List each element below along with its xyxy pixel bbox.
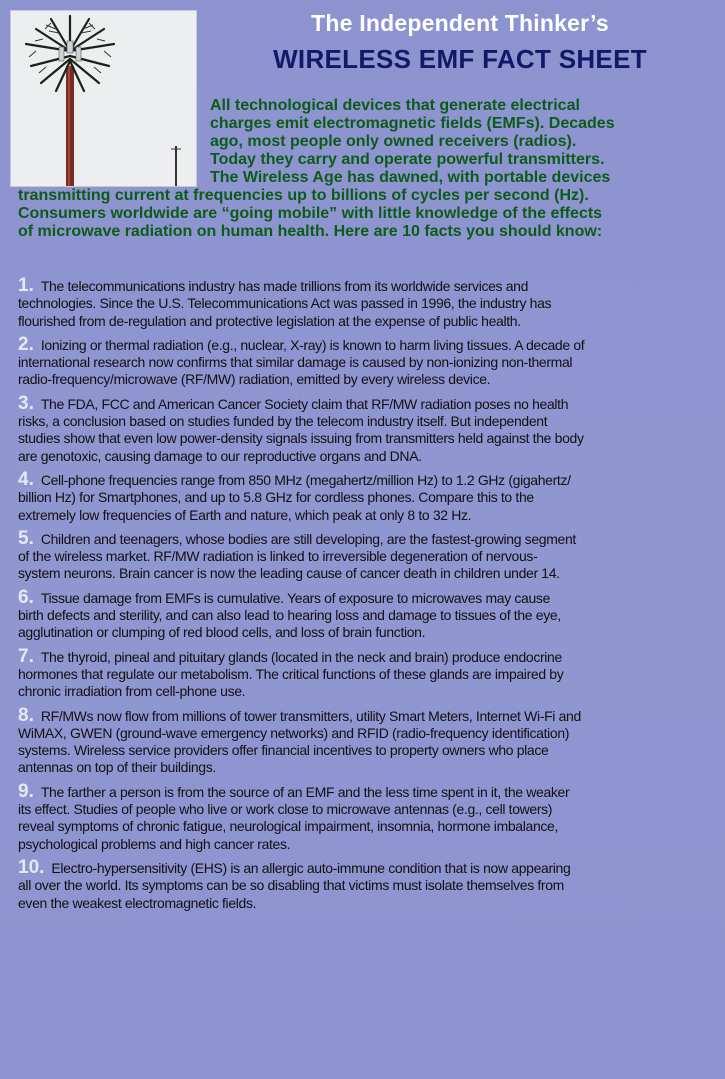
fact-text: Children and teenagers, whose bodies are still developing, are the fastest-growing segment of the wireless market. RF/MW radiation is linked to irreversible degeneration of nervous- system neurons. Brain cancer is now the leading cause of cancer death in children under 14. — [18, 530, 576, 582]
fact-item — [18, 704, 710, 777]
facts-list — [18, 277, 710, 912]
fact-item — [18, 277, 710, 330]
fact-text: The telecommunications industry has made trillions from its worldwide services and technologies. Since the U.S. Telecommunications Act was passed in 1996, the industry has flourished from de-regulation and protective legislation at the expense of public health. — [18, 278, 552, 329]
fact-item — [18, 468, 710, 524]
fact-number: 5. — [18, 527, 34, 549]
fact-text: Tissue damage from EMFs is cumulative. Years of exposure to microwaves may cause birth defects and sterility, and can also lead to hearing loss and damage to tissues of the eye, agglutination or clumping of red blood cells, and loss of brain function. — [18, 589, 561, 641]
fact-text: Ionizing or thermal radiation (e.g., nuclear, X-ray) is known to harm living tissues. A decade of international research now confirms that similar damage is caused by non-ionizing non-thermal radio-frequency/microwave (RF/MW) radiation, emitted by every wireless device. — [18, 336, 585, 388]
fact-item — [18, 527, 710, 583]
fact-item — [18, 333, 710, 389]
page-title: WIRELESS EMF FACT SHEET — [273, 44, 647, 74]
cell-tower-photo — [10, 10, 197, 187]
intro-paragraph-bottom: transmitting current at frequencies up to billions of cycles per second (Hz). Consumers worldwide are “going mobile” with little knowledge of the effects of microwave radiation on human health. Here are 10 facts you should know: — [18, 187, 603, 240]
palm-tree-cell-tower-image — [11, 11, 196, 186]
fact-text: Electro-hypersensitivity (EHS) is an allergic auto-immune condition that is now appearing all over the world. Its symptoms can be so disabling that victims must isolate themselves from even the weakest electromagnetic fields. — [18, 859, 571, 911]
fact-number: 3. — [18, 392, 34, 414]
fact-number: 4. — [18, 468, 34, 490]
fact-text: The thyroid, pineal and pituitary glands (located in the neck and brain) produce endocrine hormones that regulate our metabolism. The critical functions of these glands are impaired by chronic irradiation from cell-phone use. — [18, 648, 564, 700]
fact-item — [18, 645, 710, 701]
fact-number: 1. — [18, 275, 34, 296]
fact-number: 10. — [18, 856, 45, 878]
fact-item — [18, 780, 710, 853]
fact-text: RF/MWs now flow from millions of tower transmitters, utility Smart Meters, Internet Wi-Fi and WiMAX, GWEN (ground-wave emergency networks) and RFID (radio-frequency identification) systems. Wireless service providers offer financial incentives to property owners who place antennas on top of their buildings. — [18, 707, 581, 776]
fact-item — [18, 586, 710, 642]
fact-number: 2. — [18, 333, 34, 355]
fact-number: 7. — [18, 645, 34, 667]
fact-item — [18, 856, 710, 912]
fact-item — [18, 392, 710, 465]
fact-number: 8. — [18, 704, 34, 726]
fact-number: 6. — [18, 586, 34, 608]
fact-text: The FDA, FCC and American Cancer Society claim that RF/MW radiation poses no health risks, a conclusion based on studies funded by the telecom industry itself. But independent studies show that even low power-density signals issuing from transmitters held against the body are genotoxic, causing damage to our reproductive organs and DNA. — [18, 395, 584, 464]
fact-text: The farther a person is from the source of an EMF and the less time spent in it, the weaker its effect. Studies of people who live or work close to microwave antennas (e.g., cell towers) reveal symptoms of chronic fatigue, neurological impairment, insomnia, hormone imbalance, psychological problems and high cancer rates. — [18, 783, 570, 852]
fact-number: 9. — [18, 780, 34, 802]
fact-text: Cell-phone frequencies range from 850 MHz (megahertz/million Hz) to 1.2 GHz (gigahertz/ billion Hz) for Smartphones, and up to 5.8 GHz for cordless phones. Compare this to the extremely low frequencies of Earth and nature, which peak at only 8 to 32 Hz. — [18, 471, 571, 523]
pre-title: The Independent Thinker’s — [311, 10, 609, 36]
intro-paragraph-top: All technological devices that generate electrical charges emit electromagnetic fields (EMFs). Decades ago, most people only owned receivers (radios). Today they carry and operate powerful transmitters. The Wireless Age has dawned, with portable devices — [210, 97, 615, 186]
